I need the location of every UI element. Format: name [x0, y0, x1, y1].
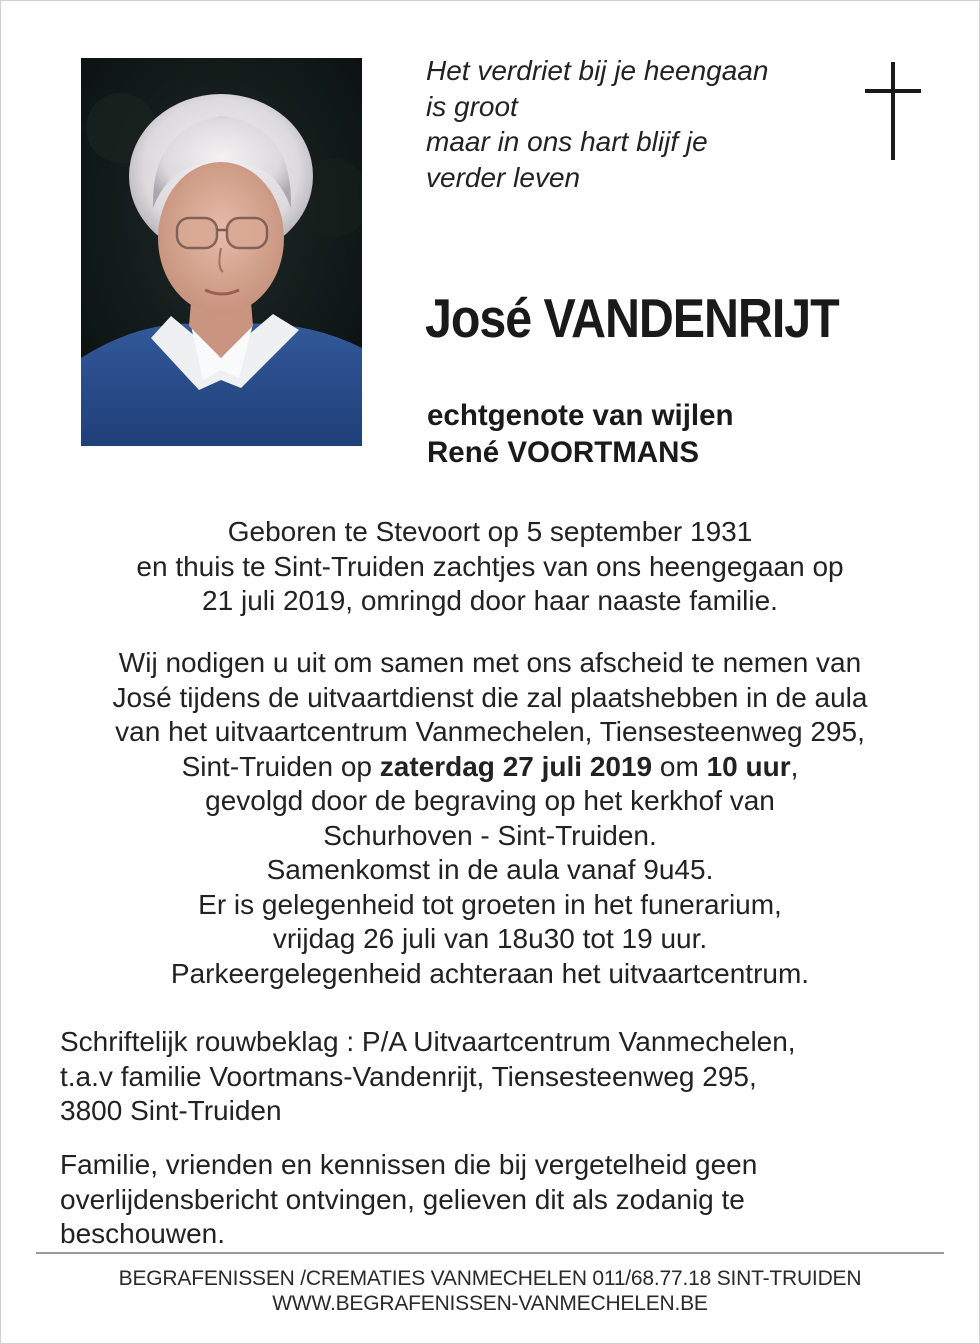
paragraph-line: 21 juli 2019, omringd door haar naaste familie. [202, 585, 778, 616]
portrait-photo [81, 58, 362, 446]
paragraph-line: Schurhoven - Sint-Truiden. [323, 819, 657, 851]
footer-divider [36, 1252, 944, 1254]
paragraph-line: 3800 Sint-Truiden [60, 1095, 282, 1126]
condolence-address-paragraph [60, 1025, 940, 1129]
spouse-name: René VOORTMANS [427, 436, 700, 469]
date-suffix: , [790, 750, 799, 782]
birth-death-paragraph [20, 515, 960, 619]
portrait-illustration [81, 58, 362, 446]
paragraph-line: Schriftelijk rouwbeklag : P/A Uitvaartcentrum Vanmechelen, [60, 1026, 796, 1057]
date-mid: om [652, 750, 707, 782]
paragraph-line: gevolgd door de begraving op het kerkhof van [205, 785, 775, 816]
verse-line: Het verdriet bij je heengaan [426, 55, 769, 86]
verse-line: is groot [426, 90, 518, 122]
paragraph-line: Wij nodigen u uit om samen met ons afscheid te nemen van [118, 647, 862, 678]
deceased-name: José VANDENRIJT [425, 287, 839, 349]
paragraph-line: overlijdensbericht ontvingen, gelieven dit als zodanig te [60, 1183, 745, 1215]
date-prefix: Sint-Truiden op [181, 750, 380, 782]
memorial-verse [426, 53, 846, 195]
paragraph-line: Er is gelegenheid tot groeten in het funerarium, [198, 888, 782, 920]
funeral-invitation-paragraph [20, 646, 960, 991]
funeral-date: zaterdag 27 juli 2019 [379, 750, 653, 782]
paragraph-line: t.a.v familie Voortmans-Vandenrijt, Tiensesteenweg 295, [60, 1060, 757, 1092]
funeral-time: 10 uur [706, 750, 791, 782]
spouse-relation [427, 397, 947, 471]
verse-line: maar in ons hart blijf je [426, 126, 708, 157]
paragraph-line: beschouwen. [60, 1218, 226, 1249]
paragraph-line: vrijdag 26 juli van 18u30 tot 19 uur. [272, 923, 708, 954]
funeral-date-line [20, 750, 960, 785]
paragraph-line: José tijdens de uitvaartdienst die zal plaatshebben in de aula [112, 681, 868, 713]
relation-line: echtgenote van wijlen [427, 399, 734, 432]
paragraph-line: Parkeergelegenheid achteraan het uitvaartcentrum. [170, 957, 810, 989]
funeral-home-website: WWW.BEGRAFENISSEN-VANMECHELEN.BE [272, 1292, 708, 1315]
funeral-home-contact: BEGRAFENISSEN /CREMATIES VANMECHELEN 011/68.77.18 SINT-TRUIDEN [118, 1267, 862, 1290]
paragraph-line: en thuis te Sint-Truiden zachtjes van ons heengegaan op [136, 550, 844, 582]
paragraph-line: Samenkomst in de aula vanaf 9u45. [266, 854, 714, 885]
paragraph-line: Familie, vrienden en kennissen die bij vergetelheid geen [60, 1149, 758, 1180]
paragraph-line: Geboren te Stevoort op 5 september 1931 [227, 516, 753, 547]
verse-line: verder leven [426, 161, 581, 193]
family-note-paragraph [60, 1148, 940, 1252]
paragraph-line: van het uitvaartcentrum Vanmechelen, Tiensesteenweg 295, [115, 716, 865, 747]
funeral-home-footer [0, 1266, 980, 1316]
latin-cross-icon [862, 62, 924, 160]
